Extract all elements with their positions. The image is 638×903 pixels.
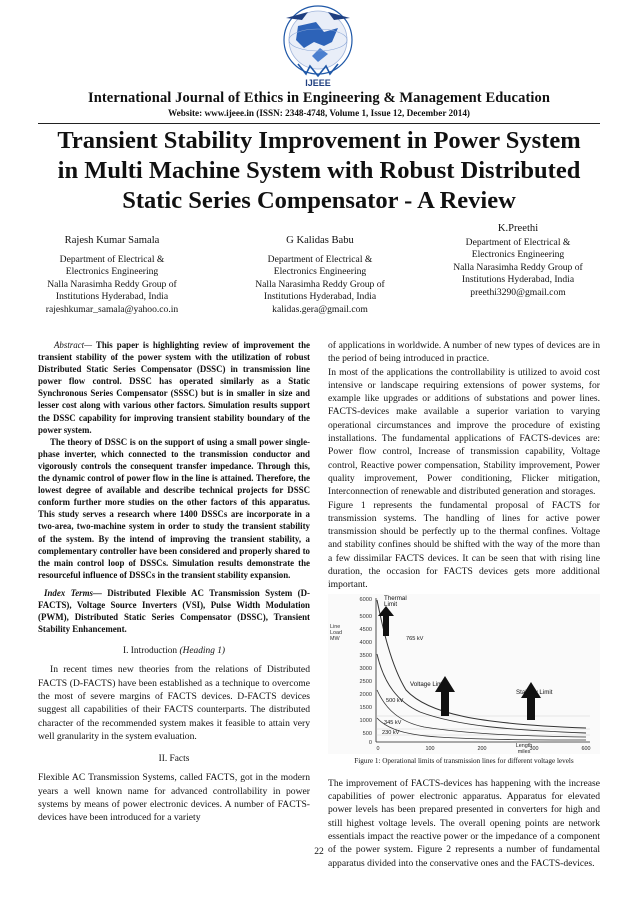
author-institution: Nalla Narasimha Reddy Group of [47,278,177,290]
paper-title-line: in Multi Machine System with Robust Distributed [57,157,581,184]
page-number: 22 [314,846,324,857]
paper-title [20,126,618,216]
abstract-paragraph-2: The theory of DSSC is on the support of using a small power single-phase inverter, which connected to the transmission conductor and vigorously controls the consequent transfer impedance. Through this, the dynamic control of power flow in the line is attained. Therefore, the lowest degree of available and describe technical projects for DSSC conform further more studies on the other factors of this apparatus. This study serves a research where 1400 DSSCs are incorporate in a two-area, two-machine system in order to study the transient stability of the system. By the intend of improving the transient stability, a complementary controller have been considered and properly shared to the main control loop of DSSCs. Simulation results demonstrate the resourceful influence of DSSCs in the transient stability expansion. [38,436,310,580]
y-tick-label: 0 [368,739,372,746]
y-axis-label: MW [330,635,340,642]
section-heading-facts: II. Facts [158,754,190,765]
y-tick-label: 3000 [359,665,372,672]
y-tick-label: 4000 [359,639,372,646]
right-paragraph: of applications in worldwide. A number of new types of devices are in the period of being introduced in practice. [328,340,600,365]
author-block-3 [418,223,618,300]
author-institution: Nalla Narasimha Reddy Group of [255,278,385,290]
author-dept: Electronics Engineering [65,266,159,278]
y-tick-label: 6000 [359,596,372,603]
x-tick-label: 600 [581,745,591,752]
y-axis-label: Line [330,623,341,630]
abstract-text: This paper is highlighting review of improvement the transient stability of the power system with the utilization of robust Distributed Static Series Compensator (DSSC) in transmission line power flow control. DSSC has operated similarly as a Static Synchronous Series Compensator (SSSC) but is in smaller in size and lesser cost along with various other factors. Simulation results support the DSSC capability for improving transient stability boundary of the power system. [38,340,310,435]
x-tick-label: 300 [529,745,539,752]
author-institution: Nalla Narasimha Reddy Group of [453,261,583,273]
stability-limit-label: Stability Limit [516,688,553,696]
x-tick-label: 200 [477,745,487,752]
facts-text: Flexible AC Transmission Systems, called FACTS, got in the modern years a well known name for advanced controllability in power systems by means of power electronic devices. A number of FACTS-devices have been introduced for a variety [38,772,310,824]
section-heading-introduction [38,645,310,657]
thermal-limit-label: Thermal [384,594,407,602]
author-block-1 [18,235,206,317]
logo-graphic [268,2,368,88]
kv-label: 500 kV [386,697,404,704]
author-institution: Institutions Hyderabad, India [263,291,377,303]
y-tick-label: 2500 [359,678,372,685]
paper-title-line: Transient Stability Improvement in Power System [57,127,581,154]
index-terms [38,587,310,635]
journal-subtitle: Website: www.ijeee.in (ISSN: 2348-4748, Volume 1, Issue 12, December 2014) [168,108,470,118]
author-dept: Department of Electrical & [59,253,165,265]
y-tick-label: 5000 [359,613,372,620]
author-dept: Electronics Engineering [273,266,367,278]
author-name: K.Preethi [497,223,539,234]
logo-text: IJEEE [305,78,331,88]
operational-limits-chart [328,594,600,754]
section-heading-note: (Heading 1) [179,646,226,657]
y-tick-label: 500 [362,730,372,737]
kv-label: 230 kV [382,729,400,736]
abstract [38,339,310,436]
abstract-label: Abstract— [54,340,92,350]
header-divider [38,123,600,124]
author-email: preethi3290@gmail.com [470,286,566,298]
author-email: rajeshkumar_samala@yahoo.co.in [45,303,179,315]
author-name: Rajesh Kumar Samala [64,235,160,246]
introduction-text: In recent times new theories from the relations of Distributed FACTS (D-FACTS) have been established as a technique to overcome the most of severe margins of FACTS devices. D-FACTS devices suggest all capabilities of their FACTS counterparts. The distributed character of the recommended system makes it feasible to attain very well granularity in the system evaluation. [38,664,310,742]
kv-label: 765 kV [406,635,424,642]
y-tick-label: 3500 [359,652,372,659]
stability-arrow-shaft [527,698,535,720]
author-institution: Institutions Hyderabad, India [461,274,575,286]
right-paragraph: The improvement of FACTS-devices has happening with the increase capabilities of power electronic apparatus. Apparatus for elevated power levels has been prepared presented in converters for high and still highest voltage levels. The overall opening points are network essentials impact the reactive power or the impedance of a component of the power system. Figure 2 represents a number of fundamental apparatus divided into the conservative ones and the FACTS-devices. [328,777,600,869]
y-tick-label: 1000 [359,717,372,724]
author-dept: Electronics Engineering [471,249,565,261]
x-tick-label: 100 [425,745,435,752]
index-terms-text: Distributed Flexible AC Transmission System (D-FACTS), Voltage Source Inverters (VSI), Pulse Width Modulation (PWM), Distributed Static Series Compensator (DSSC), Transient Stability Enhancement. [38,587,310,635]
right-paragraph: In most of the applications the controllability is utilized to avoid cost intensive or landscape requiring extensions of power systems, for example like upgrades or additions of substations and power lines. FACTS-devices make available a superior variation to varying operational circumstances and improve the procedure of existing installations. The fundamental applications of FACTS-devices are: Power flow control, Increase of transmission capability, Voltage control, Reactive power compensation, Stability improvement, Power quality improvement, Power conditioning, Flicker mitigation, Interconnection of renewable and distributed generation and storages. [328,366,600,498]
kv-label: 345 kV [384,719,402,726]
journal-logo [268,2,368,88]
y-tick-label: 2000 [359,691,372,698]
thermal-arrow-shaft [383,616,389,636]
author-dept: Department of Electrical & [267,253,373,265]
figure-operational-limits [328,594,600,754]
voltage-limit-label: Voltage Limit [410,680,446,688]
thermal-limit-label: Limit [384,600,398,608]
author-block-2 [222,235,418,317]
figure-caption: Figure 1: Operational limits of transmission lines for different voltage levels [354,756,574,765]
author-institution: Institutions Hyderabad, India [55,291,169,303]
x-axis-label: miles [517,748,531,754]
section-heading-text: I. Introduction [122,646,178,657]
y-axis-label: Load [330,629,342,636]
right-column [328,339,600,870]
right-paragraph: Figure 1 represents the fundamental proposal of FACTS for transmission systems. The handling of lines for active power transmission should be perfectly up to the thermal confines. Voltage and stability confines should be shifted with the way of the more than a few dissimilar FACTS devices. It can be seen that with rising line duration, the occasion for FACTS devices gets more additional important. [328,499,600,591]
paper-title-line: Static Series Compensator - A Review [122,187,516,214]
voltage-arrow-shaft [441,692,449,716]
x-tick-label: 0 [376,745,380,752]
y-tick-label: 1500 [359,704,372,711]
author-email: kalidas.gera@gmail.com [272,303,368,315]
y-tick-label: 4500 [359,626,372,633]
author-name: G Kalidas Babu [286,235,354,246]
journal-title: International Journal of Ethics in Engineering & Management Education [87,90,551,106]
author-dept: Department of Electrical & [465,236,571,248]
x-axis-label: Length [515,742,533,749]
left-column [38,339,310,825]
index-terms-label: Index Terms— [44,587,102,598]
